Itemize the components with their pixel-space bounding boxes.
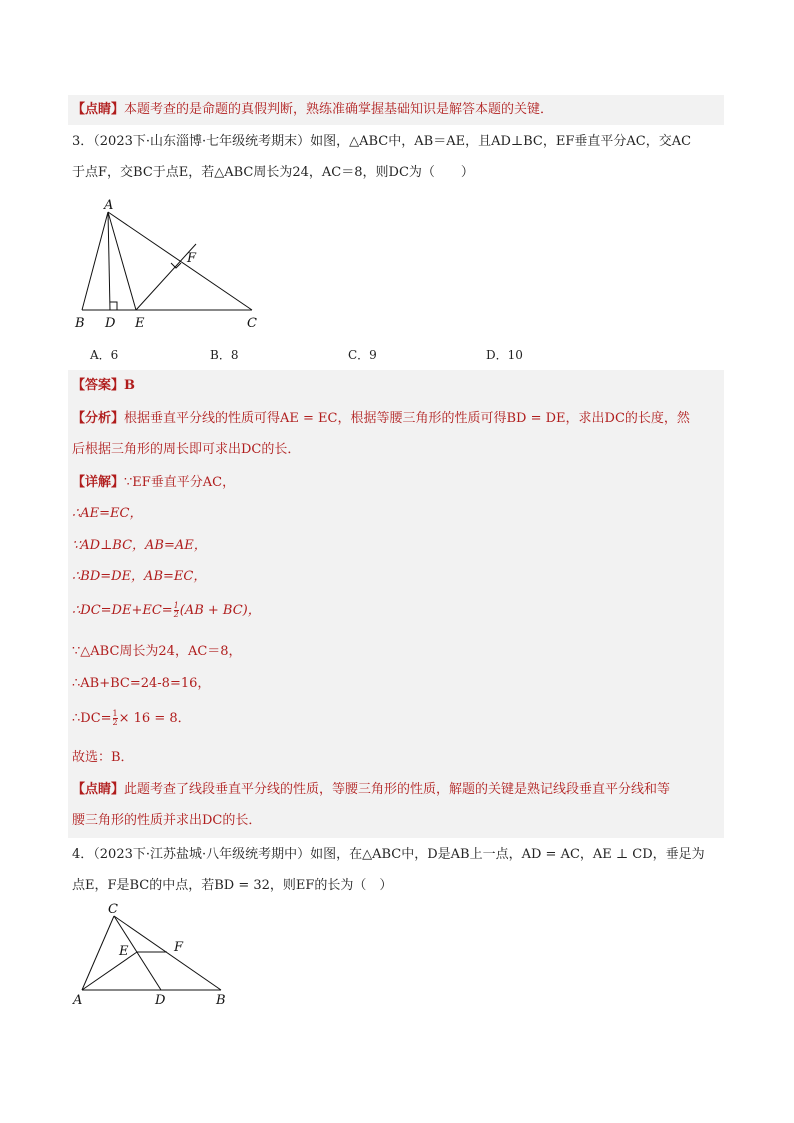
analysis-line-2: 后根据三角形的周长即可求出DC的长． (72, 442, 301, 457)
q4-label-f: F (174, 940, 184, 955)
q3-line-2: 于点F，交BC于点E，若△ABC周长为24，AC＝8，则DC为（ ） (72, 165, 474, 180)
tip2-tag: 【点睛】 (72, 782, 125, 797)
step-4 (72, 602, 261, 620)
tip-line-2 (72, 781, 670, 799)
q3-line-1: 3．（2023下·山东淄博·七年级统考期末）如图，△ABC中，AB＝AE，且AD⊥BC，EF垂直平分AC，交AC (72, 134, 692, 149)
q3-label-e: E (135, 316, 145, 331)
q3-label-d: D (105, 316, 116, 331)
q3-option-d: D．10 (486, 348, 523, 362)
analysis-tag: 【分析】 (72, 411, 125, 426)
tip-line-1 (72, 101, 553, 119)
detail-tag: 【详解】 (72, 475, 125, 490)
step-7-numerator: 1 (112, 709, 118, 718)
analysis-text-1: 根据垂直平分线的性质可得AE = EC，根据等腰三角形的性质可得BD = DE，求出DC的长度，然 (124, 411, 690, 426)
q4-label-e: E (119, 944, 129, 959)
tip2-text-1: 此题考查了线段垂直平分线的性质，等腰三角形的性质，解题的关键是熟记线段垂直平分线和等 (124, 782, 671, 797)
q4-label-a: A (73, 993, 83, 1008)
q4-label-c: C (108, 902, 118, 917)
step-5: ∵△ABC周长为24，AC＝8， (72, 644, 242, 659)
analysis-line-1 (72, 410, 690, 428)
answer-line (72, 377, 135, 395)
step-2: ∵AD⊥BC，AB=AE， (72, 538, 207, 553)
step-7-pre: ∴DC= (72, 711, 112, 726)
step-4-post: (AB + BC)， (179, 603, 261, 618)
choose-line: 故选：B． (72, 750, 134, 765)
q4-line-1: 4．（2023下·江苏盐城·八年级统考期中）如图，在△ABC中，D是AB上一点，AD = AC，AE ⊥ CD，垂足为 (72, 847, 705, 862)
q3-option-b: B．8 (210, 348, 239, 362)
step-7-fraction (113, 710, 118, 727)
q3-label-a: A (104, 198, 114, 213)
step-7 (72, 710, 191, 728)
q3-option-c: C．9 (348, 348, 377, 362)
q4-line-2: 点E，F是BC的中点，若BD = 32，则EF的长为（ ） (72, 878, 393, 893)
step-7-denominator: 2 (112, 718, 118, 727)
step-4-numerator: 1 (173, 601, 179, 610)
q3-figure (70, 196, 270, 336)
tip-text: 本题考查的是命题的真假判断，熟练准确掌握基础知识是解答本题的关键． (124, 102, 554, 117)
q3-label-c: C (247, 316, 257, 331)
step-3: ∴BD=DE，AB=EC， (72, 569, 207, 584)
step-7-post: × 16 = 8． (118, 711, 191, 726)
step-6: ∴AB+BC=24-8=16， (72, 676, 211, 691)
q4-label-b: B (216, 993, 226, 1008)
step-4-denominator: 2 (173, 610, 179, 619)
q4-figure (66, 896, 246, 1016)
step-4-fraction (174, 602, 179, 619)
q4-label-d: D (155, 993, 166, 1008)
tip-tag: 【点睛】 (72, 102, 125, 117)
q3-option-a: A．6 (90, 348, 119, 362)
step-1: ∴AE=EC， (72, 506, 143, 521)
q3-label-b: B (75, 316, 85, 331)
answer-tag: 【答案】 (72, 378, 125, 393)
detail-line-1 (72, 474, 235, 492)
q3-label-f: F (187, 251, 197, 266)
tip2-line-2: 腰三角形的性质并求出DC的长． (72, 813, 262, 828)
detail-text-1: ∵EF垂直平分AC， (124, 475, 236, 490)
answer-value: B (124, 378, 136, 393)
step-4-pre: ∴DC=DE+EC= (72, 603, 173, 618)
